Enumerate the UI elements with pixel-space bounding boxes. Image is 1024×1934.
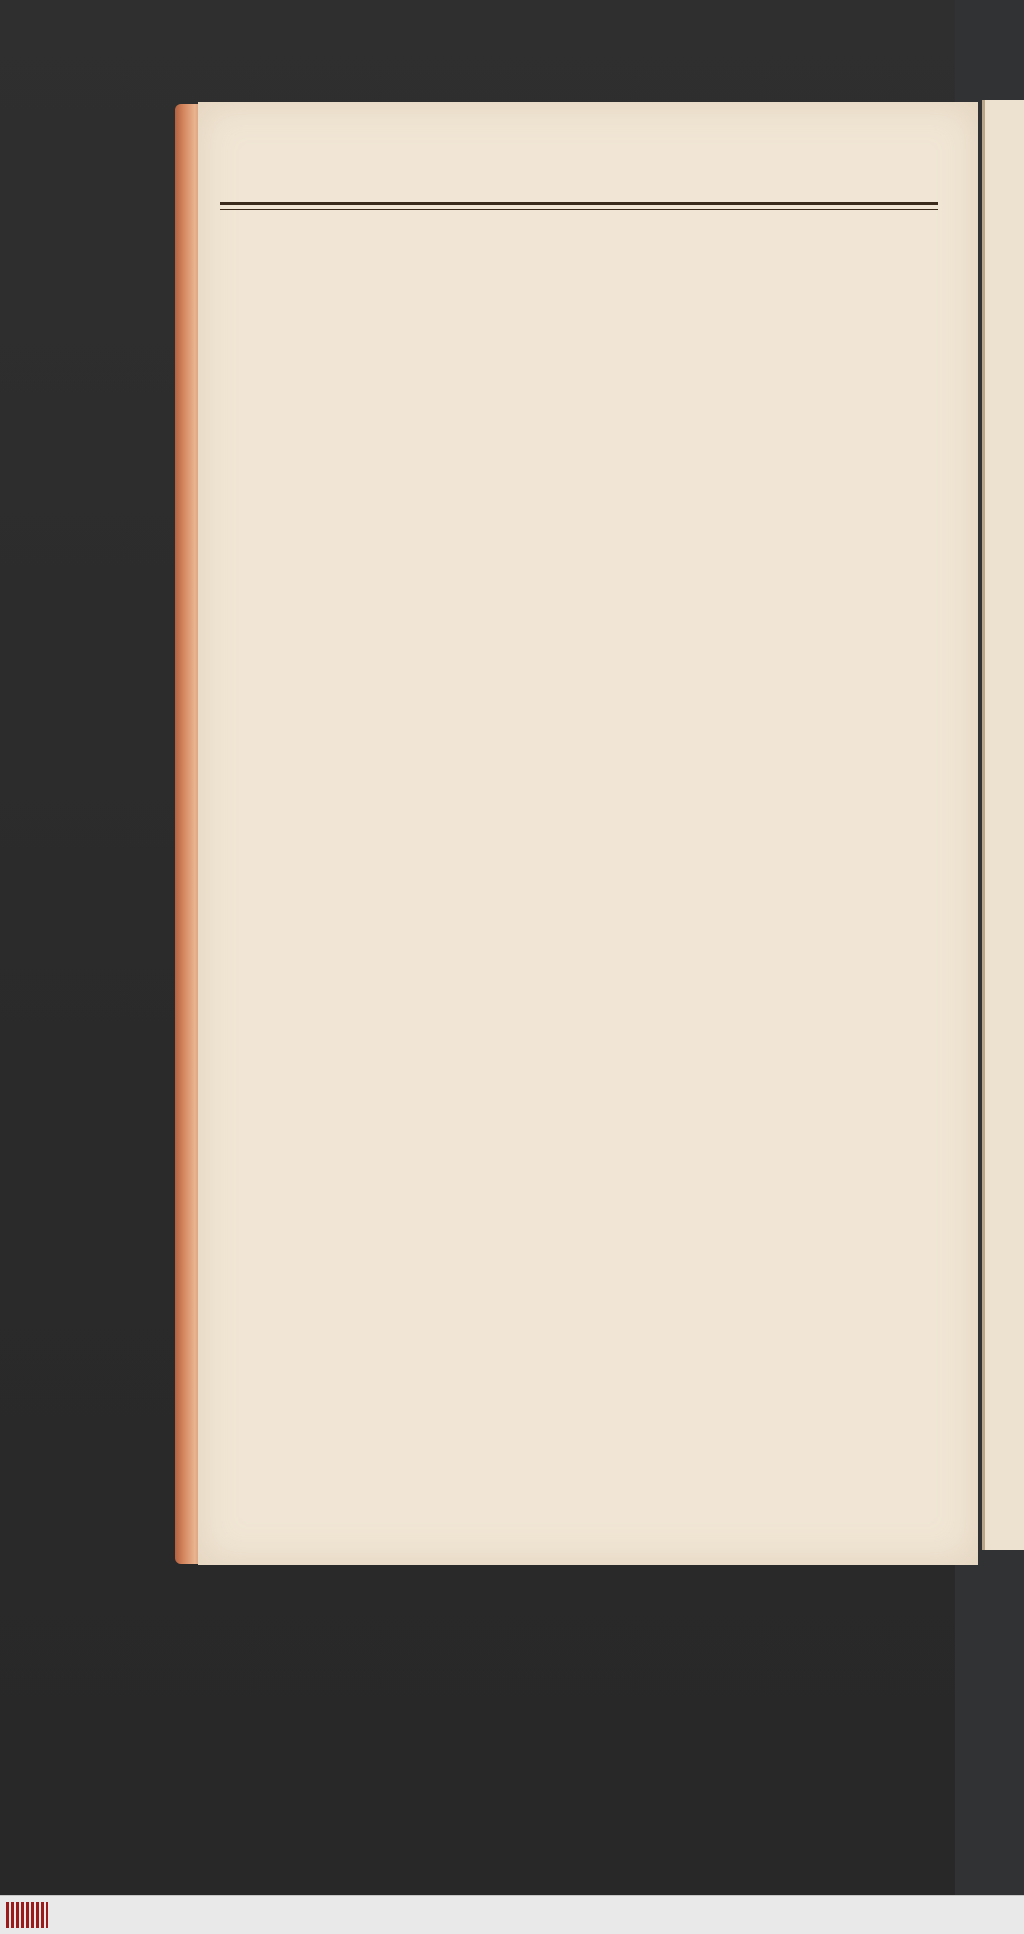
hab-logo-icon <box>6 1902 48 1928</box>
header-rule-thin <box>220 209 938 210</box>
header-rule <box>220 202 938 205</box>
footer-bar <box>0 1895 1024 1934</box>
next-page-edge <box>982 100 1024 1550</box>
book-page <box>198 102 978 1565</box>
